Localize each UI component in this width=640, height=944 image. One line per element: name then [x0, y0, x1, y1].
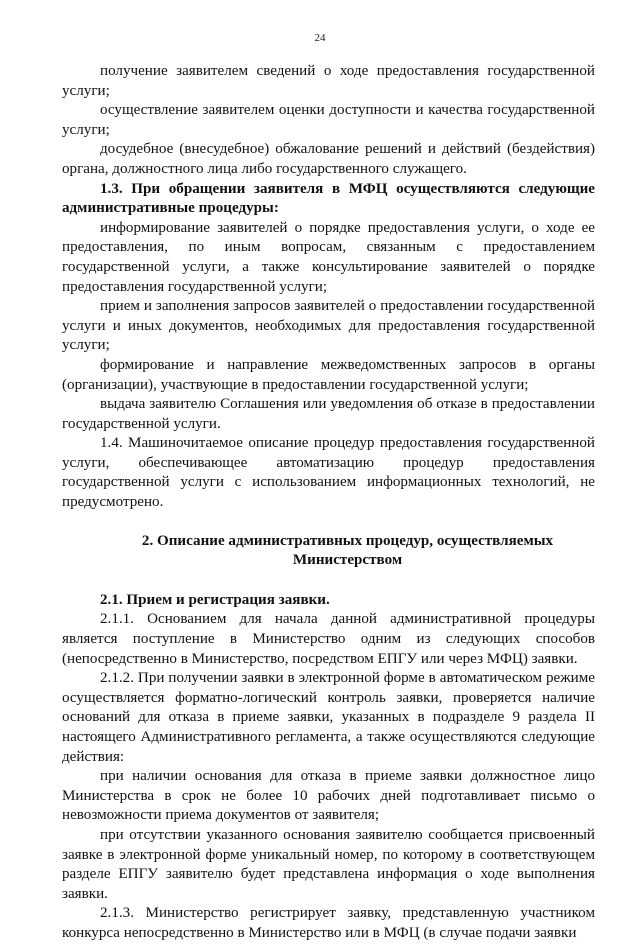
paragraph: 2.1.1. Основанием для начала данной административной процедуры является поступление в Министерство одним из следующих способов (непосредственно в Министерство, посредством ЕПГУ или через МФЦ) заявки.: [62, 611, 595, 667]
paragraph: выдача заявителю Соглашения или уведомления об отказе в предоставлении государственной услуги.: [62, 396, 595, 432]
subsection-2-1-heading: 2.1. Прием и регистрация заявки.: [100, 591, 330, 608]
section-1-3-heading: 1.3. При обращении заявителя в МФЦ осуществляются следующие административные процедуры:: [62, 180, 595, 217]
paragraph: 2.1.3. Министерство регистрирует заявку, представленную участником конкурса непосредственно в Министерство или в МФЦ (в случае подачи заявки: [62, 905, 595, 941]
paragraph: информирование заявителей о порядке предоставления услуги, о ходе ее предоставления, по иным вопросам, связанным с предоставлением государственной услуги, а также консультирование заявителей о порядке предоставления государственной услуги;: [62, 219, 595, 295]
paragraph: при отсутствии указанного основания заявителю сообщается присвоенный заявке в электронной форме уникальный номер, по которому в соответствующем разделе ЕПГУ заявителю будет представлена информация о ходе выполнения заявки.: [62, 826, 595, 902]
page-number: 24: [314, 32, 326, 44]
paragraph: 2.1.2. При получении заявки в электронной форме в автоматическом режиме осуществляется форматно-логический контроль заявки, проверяется наличие оснований для отказа в приеме заявки, указанных в подразделе 9 раздела II настоящего Административного регламента, а также осуществляются следующие действия:: [62, 670, 595, 765]
paragraph: прием и заполнения запросов заявителей о предоставлении государственной услуги и иных документов, необходимых для предоставления государственной услуги;: [62, 298, 595, 354]
paragraph: при наличии основания для отказа в приеме заявки должностное лицо Министерства в срок не более 10 рабочих дней подготавливает письмо о невозможности приема документов от заявителя;: [62, 768, 595, 824]
paragraph: осуществление заявителем оценки доступности и качества государственной услуги;: [62, 102, 595, 138]
section-2-heading: 2. Описание административных процедур, осуществляемых Министерством: [141, 532, 554, 569]
paragraph: 1.4. Машиночитаемое описание процедур предоставления государственной услуги, обеспечивающее автоматизацию процедур предоставления государственной услуги с использованием информационных технологий, не предусмотрено.: [62, 435, 595, 511]
paragraph: досудебное (внесудебное) обжалование решений и действий (бездействия) органа, должностного лица либо государственного служащего.: [62, 141, 595, 177]
paragraph: получение заявителем сведений о ходе предоставления государственной услуги;: [62, 63, 595, 99]
paragraph: формирование и направление межведомственных запросов в органы (организации), участвующие в предоставлении государственной услуги;: [62, 356, 595, 393]
document-body: [62, 62, 595, 944]
